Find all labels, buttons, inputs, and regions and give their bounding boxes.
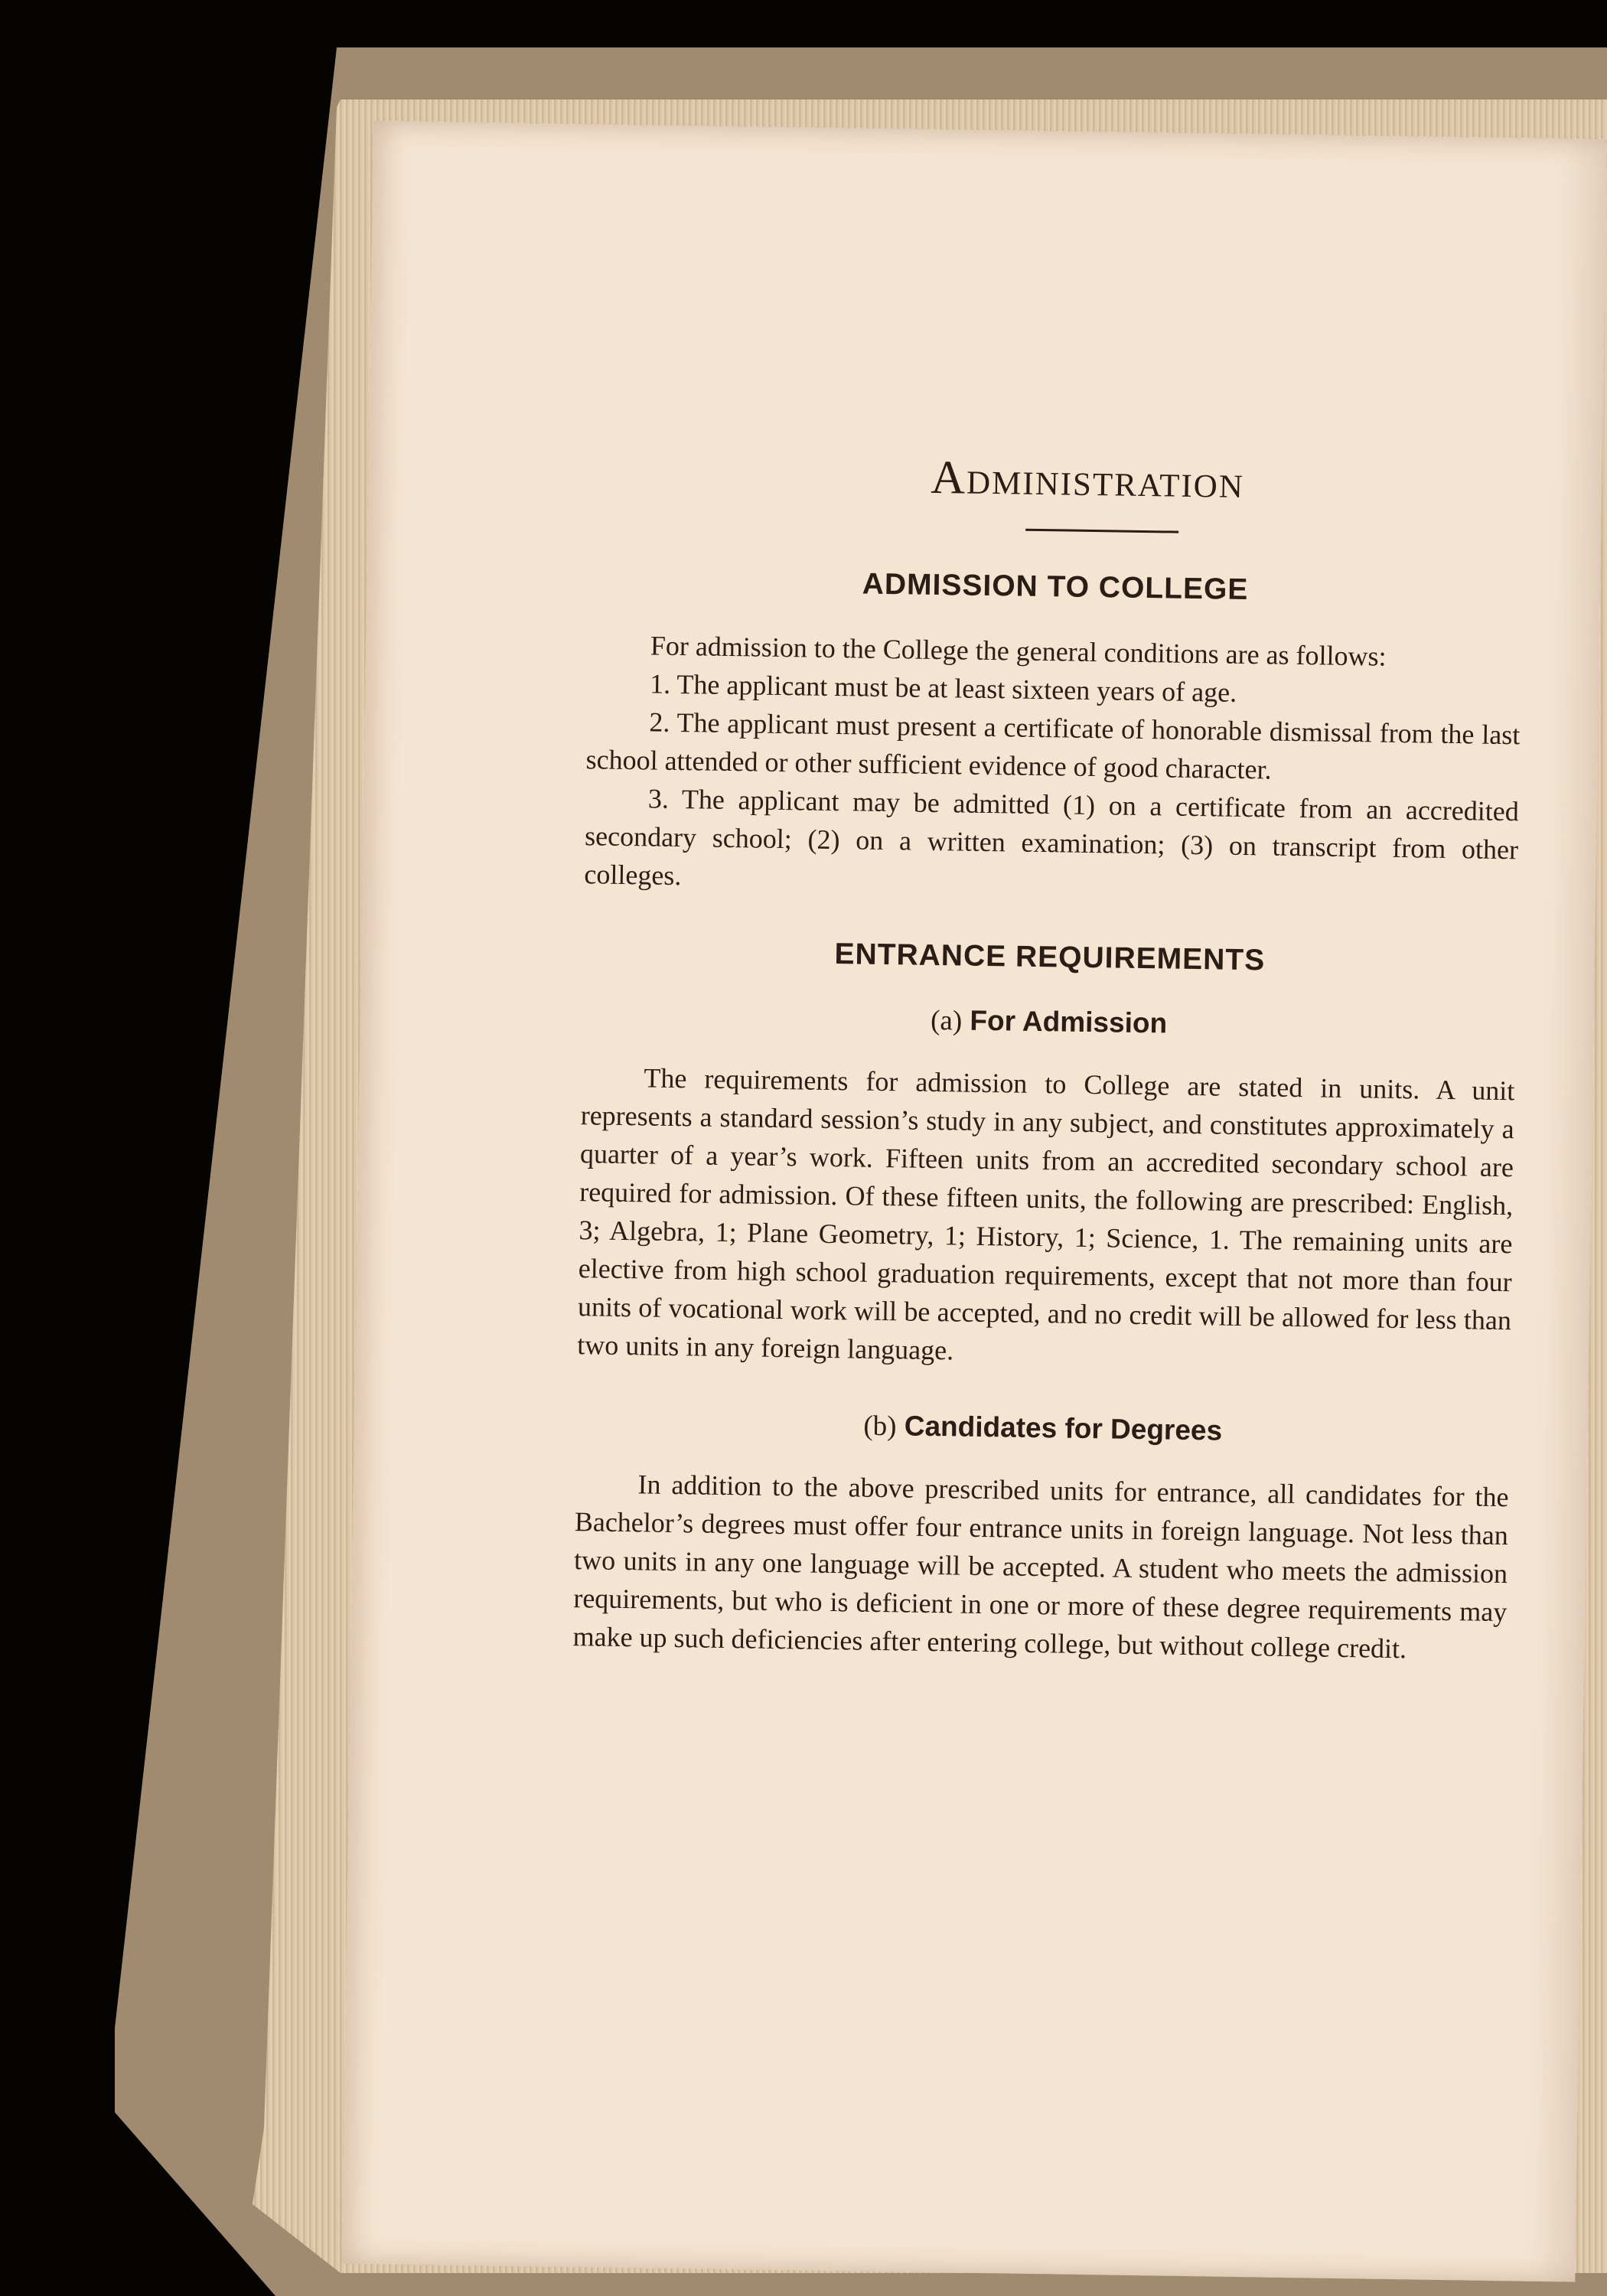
admission-intro: For admission to the College the general conditions are as follows:	[650, 630, 1387, 672]
admission-item-2: 2. The applicant must present a certificate of honorable dismissal from the last school attended or other sufficient evidence of good character.	[585, 706, 1521, 785]
admission-item-3: 3. The applicant may be admitted (1) on a certificate from an accredited secondary school; (2) on a written examination; (3) on transcript from other colleges.	[584, 783, 1520, 892]
subheading-b-title: Candidates for Degrees	[904, 1410, 1223, 1446]
degree-requirements-body: In addition to the above prescribed units for entrance, all candidates for the Bachelor’s degrees must offer four entrance units in foreign language. Not less than two units in any one language will be accepted. A student who meets the admission requirements, but who is deficient in one or more of these degree requirements may make up such deficiencies after entering college, but without college credit.	[572, 1469, 1509, 1665]
page-text	[572, 453, 1524, 1669]
subheading-a-title: For Admission	[970, 1004, 1168, 1039]
subheading-a	[582, 996, 1516, 1049]
admission-heading: ADMISSION TO COLLEGE	[862, 567, 1249, 607]
entrance-heading: ENTRANCE REQUIREMENTS	[834, 938, 1266, 977]
page-title: Administration	[930, 451, 1245, 508]
title-rule	[1025, 529, 1178, 533]
subheading-b-letter: (b)	[863, 1410, 897, 1443]
subheading-a-letter: (a)	[930, 1004, 963, 1037]
admission-requirements-body: The requirements for admission to College are stated in units. A unit represents a standard session’s study in any subject, and constitutes approximately a quarter of a year’s work. Fifteen units from an accredited secondary school are required for admission. Of these fifteen units, the following are prescribed: English, 3; Algebra, 1; Plane Geometry, 1; History, 1; Science, 1. The remaining units are elective from high school graduation requirements, except that not more than four units of vocational work will be accepted, and no credit will be allowed for less than two units in any foreign language.	[577, 1062, 1515, 1366]
admission-item-1: 1. The applicant must be at least sixteen years of age.	[649, 668, 1237, 708]
subheading-b	[575, 1402, 1510, 1455]
book-page	[341, 121, 1606, 2282]
